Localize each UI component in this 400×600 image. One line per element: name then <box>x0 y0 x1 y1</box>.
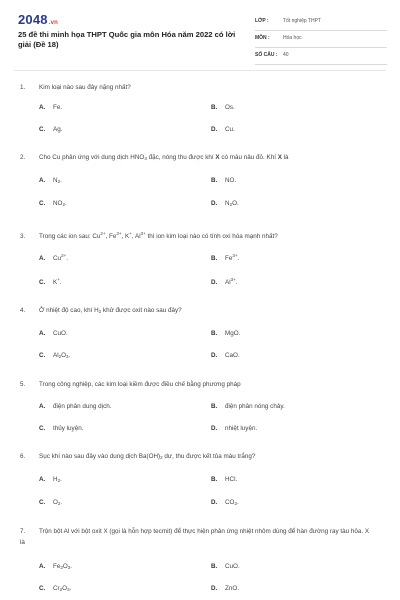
option-tail: . <box>70 563 73 570</box>
meta-key: LỚP : <box>255 18 269 24</box>
option-letter: D. <box>211 352 218 359</box>
stem-superscript: 2+ <box>100 231 106 236</box>
logo-text: 2048 <box>18 12 48 27</box>
question-stem <box>39 233 278 240</box>
option-letter: A. <box>39 563 46 570</box>
option-tail: . <box>237 255 240 262</box>
option-tail: O. <box>232 200 239 207</box>
meta-row-subject <box>255 32 387 48</box>
option-tail: . <box>66 255 68 262</box>
option-subscript: 2 <box>57 478 61 483</box>
option-subscript: 2 <box>59 587 63 592</box>
option-letter: C. <box>39 499 46 506</box>
question-stem <box>39 307 182 314</box>
option-text: H <box>53 476 58 483</box>
stem-part: đặc, nóng thu được khí <box>146 154 216 161</box>
option-a[interactable] <box>39 476 62 483</box>
option-text: Cr <box>53 585 60 592</box>
option-letter: D. <box>211 585 218 592</box>
option-superscript: 2+ <box>61 253 67 258</box>
stem-part: , Fe <box>105 233 117 240</box>
stem-bold: X <box>277 154 282 161</box>
header-divider <box>14 70 386 71</box>
option-letter: A. <box>39 476 46 483</box>
option-tail: . <box>60 177 62 184</box>
option-superscript: 3+ <box>232 253 238 258</box>
option-text: điện phân dung dịch. <box>53 403 112 410</box>
option-d[interactable] <box>211 277 238 286</box>
stem-part: Ở nhiệt độ cao, khí H <box>39 307 99 314</box>
option-tail: . <box>60 476 62 483</box>
option-letter: D. <box>211 499 218 506</box>
option-subscript: 2 <box>57 501 61 506</box>
stem-bold: X <box>215 154 220 161</box>
question-number: 2. <box>20 154 26 161</box>
question-text <box>20 305 375 317</box>
stem-part: có màu nâu đỏ. Khí <box>219 154 278 161</box>
option-c[interactable] <box>39 200 67 207</box>
option-d[interactable] <box>211 585 239 592</box>
option-b[interactable] <box>211 476 237 483</box>
option-text: Os. <box>225 104 235 111</box>
stem-subscript: 2 <box>160 455 163 460</box>
option-text: NO. <box>225 177 237 184</box>
option-text: N <box>53 177 58 184</box>
option-d[interactable] <box>211 499 239 506</box>
option-letter: D. <box>211 425 218 432</box>
option-d[interactable] <box>211 425 257 432</box>
option-subscript: 2 <box>60 565 63 570</box>
option-c[interactable] <box>39 126 62 133</box>
option-subscript: 3 <box>67 565 71 570</box>
option-tail: . <box>59 279 62 286</box>
option-a[interactable] <box>39 253 68 262</box>
option-text: thủy luyện. <box>53 425 84 432</box>
option-letter: B. <box>211 177 218 184</box>
option-letter: B. <box>211 403 218 410</box>
option-b[interactable] <box>211 563 240 570</box>
option-mid: O <box>62 585 68 592</box>
option-superscript: 3+ <box>230 277 236 282</box>
stem-superscript: + <box>129 231 132 236</box>
option-subscript: 2 <box>62 202 65 207</box>
option-letter: B. <box>211 255 218 262</box>
option-b[interactable] <box>211 104 235 111</box>
option-superscript: + <box>57 277 60 282</box>
option-subscript: 2 <box>229 202 233 207</box>
option-c[interactable] <box>39 425 83 432</box>
option-text: CO <box>225 499 235 506</box>
option-b[interactable] <box>211 403 285 410</box>
meta-row-grade <box>255 15 387 31</box>
option-tail: . <box>69 585 72 592</box>
logo-suffix: .vn <box>48 20 59 26</box>
option-c[interactable] <box>39 499 62 506</box>
stem-part: thì ion kim loại nào có tính oxi hóa mạnh nhất? <box>145 233 278 240</box>
option-a[interactable] <box>39 330 68 337</box>
question-text <box>20 526 375 548</box>
stem-part: Trong các ion sau: Cu <box>39 233 101 240</box>
option-tail: . <box>236 499 239 506</box>
option-text: K <box>53 279 58 286</box>
option-letter: D. <box>211 126 218 133</box>
option-text: N <box>225 200 230 207</box>
option-d[interactable] <box>211 200 239 207</box>
option-b[interactable] <box>211 253 239 262</box>
option-tail: . <box>68 352 71 359</box>
question-number: 3. <box>20 233 26 240</box>
option-letter: C. <box>39 200 46 207</box>
option-text: HCl. <box>225 476 238 483</box>
stem-part: khử được oxit nào sau đây? <box>101 307 182 314</box>
option-tail: . <box>64 200 67 207</box>
option-letter: A. <box>39 255 46 262</box>
option-text: Ag. <box>53 126 63 133</box>
meta-key: MÔN : <box>255 35 270 41</box>
exam-meta <box>255 15 387 66</box>
option-text: điện phân nóng chảy. <box>225 403 285 410</box>
option-text: Fe <box>225 255 233 262</box>
option-b[interactable] <box>211 177 236 184</box>
option-text: MgO. <box>225 330 241 337</box>
option-text: CuO. <box>53 330 68 337</box>
option-subscript: 3 <box>67 587 70 592</box>
option-letter: D. <box>211 279 218 286</box>
option-letter: B. <box>211 476 218 483</box>
option-text: CaO. <box>225 352 240 359</box>
option-mid: O <box>62 563 68 570</box>
option-text: NO <box>53 200 63 207</box>
option-a[interactable] <box>39 403 111 410</box>
option-letter: A. <box>39 177 46 184</box>
option-subscript: 2 <box>57 179 61 184</box>
stem-superscript: 3+ <box>140 231 146 236</box>
option-mid: O <box>61 352 67 359</box>
option-text: Al <box>225 279 231 286</box>
option-text: CuO. <box>225 563 240 570</box>
option-text: Cu. <box>225 126 235 133</box>
question-stem: Trộn bột Al với bột oxit X (gọi là hỗn hợp tecmit) để thực hiện phản ứng nhiệt nhôm dùng để hàn đường ray tàu hỏa. X là <box>20 528 370 546</box>
question-stem: Kim loại nào sau đây nặng nhất? <box>39 84 131 91</box>
option-d[interactable] <box>211 126 235 133</box>
page-header <box>0 0 400 70</box>
option-letter: C. <box>39 126 46 133</box>
option-b[interactable] <box>211 330 240 337</box>
option-letter: A. <box>39 104 46 111</box>
stem-part: Cho Cu phản ứng với dung dịch HNO <box>39 154 145 161</box>
question-text <box>20 152 375 164</box>
option-text: Cu <box>53 255 62 262</box>
stem-part: là <box>281 154 289 161</box>
question-text <box>20 82 375 93</box>
option-text: ZnO. <box>225 585 239 592</box>
site-logo[interactable] <box>18 12 58 27</box>
option-letter: B. <box>211 330 218 337</box>
meta-value: 40 <box>283 52 289 58</box>
question-number: 4. <box>20 307 26 314</box>
question-text <box>20 451 375 463</box>
option-subscript: 3 <box>66 354 69 359</box>
question-number: 5. <box>20 381 26 388</box>
stem-part: dư, thu được kết tủa màu trắng? <box>162 453 256 460</box>
stem-superscript: 3+ <box>116 231 122 236</box>
option-letter: B. <box>211 563 218 570</box>
option-tail: . <box>235 279 238 286</box>
option-subscript: 2 <box>234 501 237 506</box>
stem-subscript: 2 <box>98 309 102 314</box>
document-title: 25 đề thi minh họa THPT Quốc gia môn Hóa năm 2022 có lời giải (Đề 18) <box>18 30 236 49</box>
question-number: 6. <box>20 453 26 460</box>
stem-part: , Al <box>131 233 141 240</box>
option-letter: C. <box>39 352 46 359</box>
option-letter: D. <box>211 200 218 207</box>
option-letter: A. <box>39 330 46 337</box>
question-number: 1. <box>20 84 26 91</box>
question-text <box>20 379 375 390</box>
question-stem: Trong công nghiệp, các kim loại kiềm được điều chế bằng phương pháp <box>39 381 241 388</box>
option-letter: C. <box>39 585 46 592</box>
meta-value: Hóa học <box>283 35 302 41</box>
meta-key: SỐ CÂU : <box>255 52 278 58</box>
option-tail: . <box>60 499 63 506</box>
stem-subscript: 3 <box>144 156 147 161</box>
option-text: O <box>53 499 58 506</box>
option-letter: B. <box>211 104 218 111</box>
option-c[interactable] <box>39 277 62 286</box>
option-a[interactable] <box>39 104 62 111</box>
question-stem <box>39 154 289 161</box>
option-a[interactable] <box>39 177 62 184</box>
question-text <box>20 228 375 242</box>
option-d[interactable] <box>211 352 240 359</box>
option-text: Fe <box>53 563 61 570</box>
question-stem <box>39 453 255 460</box>
option-c[interactable] <box>39 585 71 592</box>
option-letter: A. <box>39 403 46 410</box>
option-text: nhiệt luyện. <box>225 425 258 432</box>
option-a[interactable] <box>39 563 72 570</box>
question-number: 7. <box>20 528 26 535</box>
option-letter: C. <box>39 279 46 286</box>
option-subscript: 2 <box>58 354 62 359</box>
stem-part: , K <box>121 233 130 240</box>
meta-row-count <box>255 49 387 65</box>
option-c[interactable] <box>39 352 70 359</box>
meta-value: Tốt nghiệp THPT <box>283 18 321 24</box>
stem-part: Sục khí nào sau đây vào dung dịch Ba(OH) <box>39 453 161 460</box>
option-text: Al <box>53 352 59 359</box>
option-text: Fe. <box>53 104 63 111</box>
option-letter: C. <box>39 425 46 432</box>
